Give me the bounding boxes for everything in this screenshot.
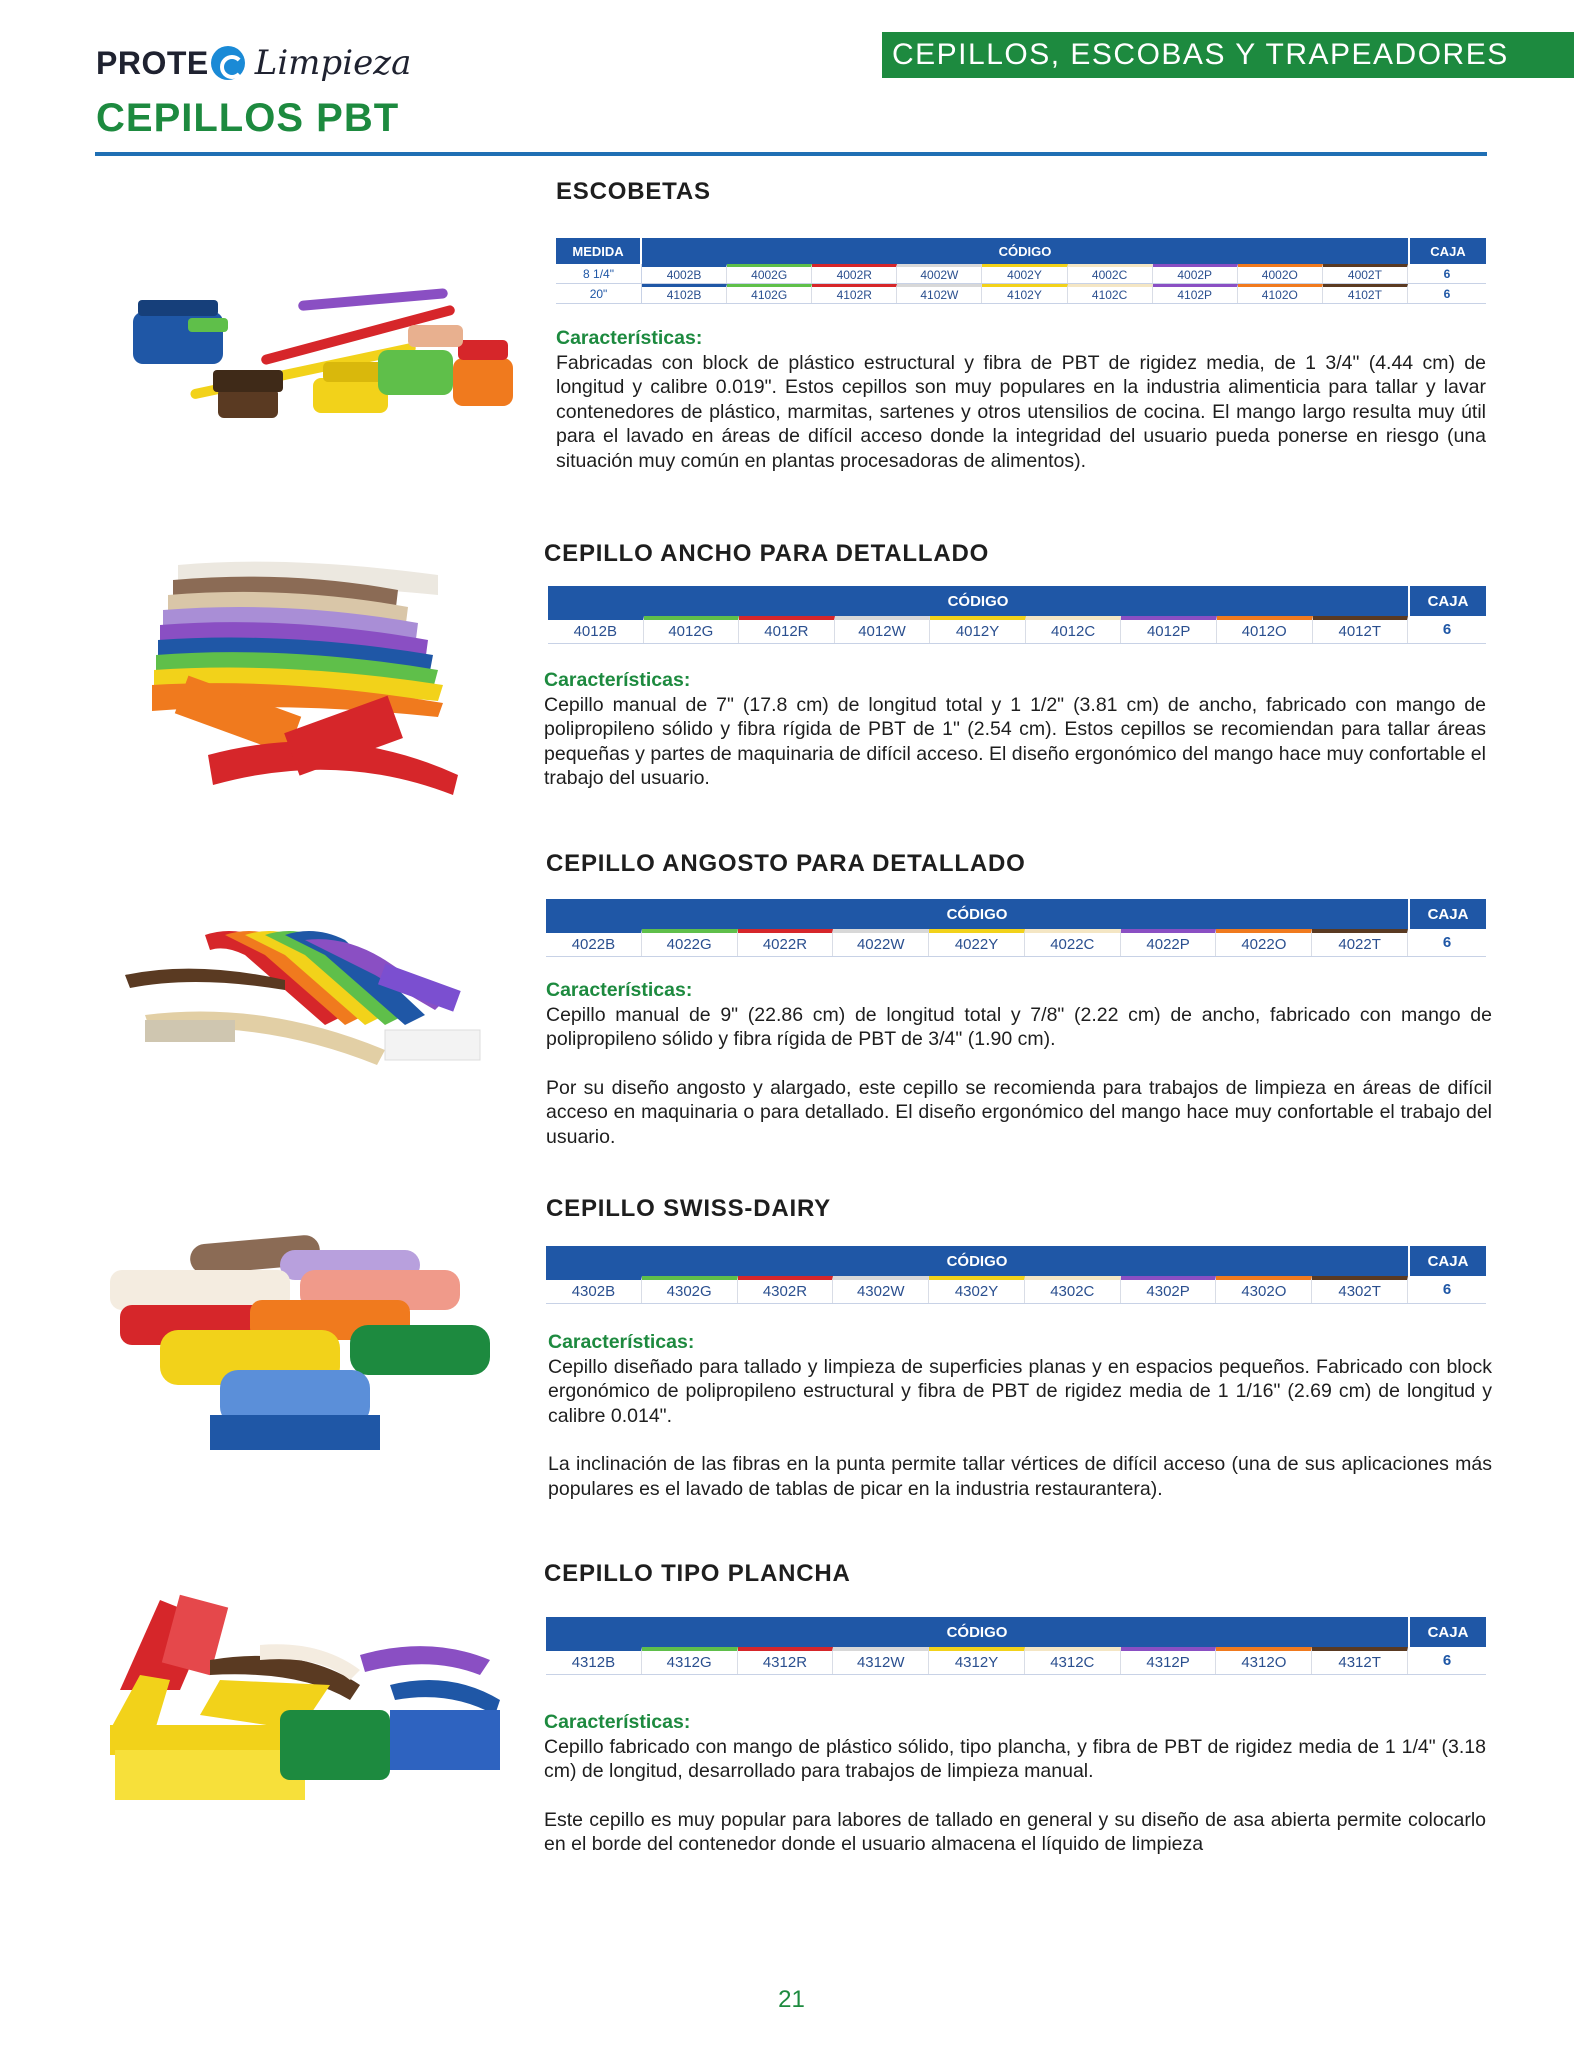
code-table-header [546, 1617, 1486, 1647]
product-title-tipo-plancha: CEPILLO TIPO PLANCHA [544, 1560, 851, 1587]
medida-cell: 20" [556, 284, 642, 303]
code-cell: 4012B [548, 616, 644, 643]
code-table-angosto [546, 899, 1486, 957]
code-cell: 4002G [727, 264, 812, 283]
code-table-escobetas [556, 238, 1486, 304]
description-ancho [544, 668, 1486, 791]
code-cell: 4022O [1216, 929, 1312, 956]
caja-cell: 6 [1442, 934, 1452, 951]
code-table-header [556, 238, 1486, 264]
medida-header: MEDIDA [556, 238, 642, 264]
description-paragraph: Cepillo manual de 9" (22.86 cm) de longitud total y 7/8" (2.22 cm) de ancho, fabricado con mango de polipropileno sólido y fibra rígida de PBT de 3/4" (1.90 cm). [546, 1003, 1492, 1051]
code-cell: 4002T [1323, 264, 1408, 283]
code-table-ancho [548, 586, 1486, 644]
cepillo-tipo-plancha-photo [100, 1590, 510, 1820]
table-row [546, 1276, 1486, 1304]
characteristics-label: Características: [544, 1711, 691, 1733]
caja-header: CAJA [1408, 1617, 1486, 1647]
product-title-ancho: CEPILLO ANCHO PARA DETALLADO [544, 540, 990, 567]
code-cell: 4002P [1153, 264, 1238, 283]
characteristics-label: Características: [548, 1331, 695, 1353]
product-title-swiss-dairy: CEPILLO SWISS-DAIRY [546, 1195, 831, 1222]
description-escobetas [556, 326, 1486, 474]
code-cell: 4012R [739, 616, 835, 643]
code-cell: 4302B [546, 1276, 642, 1303]
caja-header: CAJA [1408, 899, 1486, 929]
code-cell: 4102O [1238, 284, 1323, 303]
caja-header: CAJA [1408, 238, 1486, 264]
code-cell: 4012W [835, 616, 931, 643]
cepillo-angosto-photo [115, 920, 515, 1095]
characteristics-label: Características: [556, 327, 703, 349]
code-cell: 4312B [546, 1647, 642, 1674]
logo-prote-text: PROTE [96, 44, 209, 81]
characteristics-label: Características: [546, 979, 693, 1001]
page-number: 21 [778, 1986, 805, 2013]
product-title-escobetas: ESCOBETAS [556, 178, 711, 205]
code-cell: 4102P [1153, 284, 1238, 303]
caja-cell: 6 [1443, 266, 1451, 281]
description-angosto [546, 978, 1492, 1150]
description-tipo-plancha [544, 1710, 1486, 1857]
title-divider [95, 152, 1487, 156]
code-cell: 4302G [642, 1276, 738, 1303]
description-paragraph: Cepillo manual de 7" (17.8 cm) de longitud total y 1 1/2" (3.81 cm) de ancho, fabricado con mango de polipropileno sólido y fibra rígida de PBT de 1" (2.54 cm). Estos cepillos se recomiendan para tallar áreas pequeñas y partes de maquinaria de difícil acceso. El diseño ergonómico del mango hace muy confortable el trabajo del usuario. [544, 693, 1486, 790]
code-cell: 4022G [642, 929, 738, 956]
caja-cell: 6 [1443, 286, 1451, 301]
codigo-header: CÓDIGO [998, 243, 1052, 259]
characteristics-label: Características: [544, 669, 691, 691]
code-table-header [548, 586, 1486, 616]
code-cell: 4012O [1217, 616, 1313, 643]
code-cell: 4312R [738, 1647, 834, 1674]
table-row [556, 264, 1486, 284]
code-cell: 4002O [1238, 264, 1323, 283]
code-cell: 4102B [642, 284, 727, 303]
code-cell: 4312T [1312, 1647, 1408, 1674]
table-row [556, 284, 1486, 304]
code-cell: 4102C [1068, 284, 1153, 303]
code-cell: 4012P [1121, 616, 1217, 643]
code-table-header [546, 1246, 1486, 1276]
cepillo-swiss-dairy-photo [100, 1230, 510, 1480]
code-cell: 4102Y [982, 284, 1067, 303]
code-cell: 4022B [546, 929, 642, 956]
description-paragraph: Este cepillo es muy popular para labores de tallado en general y su diseño de asa abierta permite colocarlo en el borde del contenedor donde el usuario almacena el líquido de limpieza [544, 1808, 1486, 1856]
code-table-tipo-plancha [546, 1617, 1486, 1675]
section-banner: CEPILLOS, ESCOBAS Y TRAPEADORES [882, 32, 1574, 78]
codigo-header: CÓDIGO [946, 905, 1008, 923]
brand-logo [96, 38, 411, 88]
description-paragraph: Fabricadas con block de plástico estructural y fibra de PBT de rigidez media, de 1 3/4" (4.44 cm) de longitud y calibre 0.019". Estos cepillos son muy populares en la industria alimenticia para tallar y lavar contenedores de plástico, marmitas, sartenes y otros utensilios de cocina. El mango largo resulta muy útil para el lavado en áreas de difícil acceso donde la integridad del usuario pueda ponerse en riesgo (una situación muy común en plantas procesadoras de alimentos). [556, 351, 1486, 472]
table-row [546, 1647, 1486, 1675]
caja-cell: 6 [1442, 621, 1452, 638]
code-table-header [546, 899, 1486, 929]
medida-cell: 8 1/4" [556, 264, 642, 283]
description-paragraph: La inclinación de las fibras en la punta permite tallar vértices de difícil acceso (una de sus aplicaciones más populares es el lavado de tablas de picar en la industria restaurantera). [548, 1453, 1492, 1500]
product-title-angosto: CEPILLO ANGOSTO PARA DETALLADO [546, 850, 1026, 877]
code-cell: 4102R [812, 284, 897, 303]
description-paragraph: Cepillo diseñado para tallado y limpieza de superficies planas y en espacios pequeños. Fabricado con block ergonómico de polipropileno estructural y fibra de PBT de rigidez media de 1 1/16" (2.69 cm) de longitud y calibre 0.014". [548, 1355, 1492, 1427]
code-cell: 4102G [727, 284, 812, 303]
code-cell: 4312P [1121, 1647, 1217, 1674]
code-cell: 4312G [642, 1647, 738, 1674]
table-row [546, 929, 1486, 957]
description-paragraph: Cepillo fabricado con mango de plástico sólido, tipo plancha, y fibra de PBT de rigidez media de 1 1/4" (3.18 cm) de longitud, desarrollado para trabajos de limpieza manual. [544, 1735, 1486, 1783]
codigo-header: CÓDIGO [947, 592, 1009, 610]
caja-header: CAJA [1408, 586, 1486, 616]
codigo-header: CÓDIGO [946, 1252, 1008, 1270]
code-cell: 4022C [1025, 929, 1121, 956]
code-cell: 4022R [738, 929, 834, 956]
code-cell: 4102W [897, 284, 982, 303]
code-cell: 4022T [1312, 929, 1408, 956]
table-row [548, 616, 1486, 644]
code-cell: 4312O [1216, 1647, 1312, 1674]
logo-limpieza-text: Limpieza [254, 43, 412, 83]
code-cell: 4312C [1025, 1647, 1121, 1674]
code-cell: 4302C [1025, 1276, 1121, 1303]
code-cell: 4022Y [929, 929, 1025, 956]
code-cell: 4012T [1313, 616, 1409, 643]
cepillo-ancho-photo [138, 545, 473, 810]
code-cell: 4002Y [982, 264, 1067, 283]
code-cell: 4002C [1068, 264, 1153, 283]
description-paragraph: Por su diseño angosto y alargado, este cepillo se recomienda para trabajos de limpieza en áreas de difícil acceso en maquinaria o para detallado. El diseño ergonómico del mango hace muy confortable el trabajo del usuario. [546, 1076, 1492, 1148]
escobetas-photo [108, 270, 538, 440]
code-cell: 4312Y [929, 1647, 1025, 1674]
code-cell: 4302P [1121, 1276, 1217, 1303]
code-cell: 4022P [1121, 929, 1217, 956]
code-cell: 4302Y [929, 1276, 1025, 1303]
code-cell: 4002R [812, 264, 897, 283]
code-cell: 4302O [1216, 1276, 1312, 1303]
description-swiss-dairy [548, 1330, 1492, 1502]
codigo-header: CÓDIGO [946, 1623, 1008, 1641]
page-title: CEPILLOS PBT [96, 96, 400, 140]
code-table-swiss-dairy [546, 1246, 1486, 1304]
code-cell: 4022W [833, 929, 929, 956]
code-cell: 4012G [644, 616, 740, 643]
code-cell: 4312W [833, 1647, 929, 1674]
code-cell: 4102T [1323, 284, 1408, 303]
caja-header: CAJA [1408, 1246, 1486, 1276]
code-cell: 4002B [642, 264, 727, 283]
code-cell: 4012C [1026, 616, 1122, 643]
caja-cell: 6 [1442, 1281, 1452, 1298]
code-cell: 4302T [1312, 1276, 1408, 1303]
code-cell: 4302R [738, 1276, 834, 1303]
code-cell: 4002W [897, 264, 982, 283]
caja-cell: 6 [1442, 1652, 1452, 1669]
code-cell: 4012Y [930, 616, 1026, 643]
logo-g-icon [211, 46, 245, 80]
code-cell: 4302W [833, 1276, 929, 1303]
